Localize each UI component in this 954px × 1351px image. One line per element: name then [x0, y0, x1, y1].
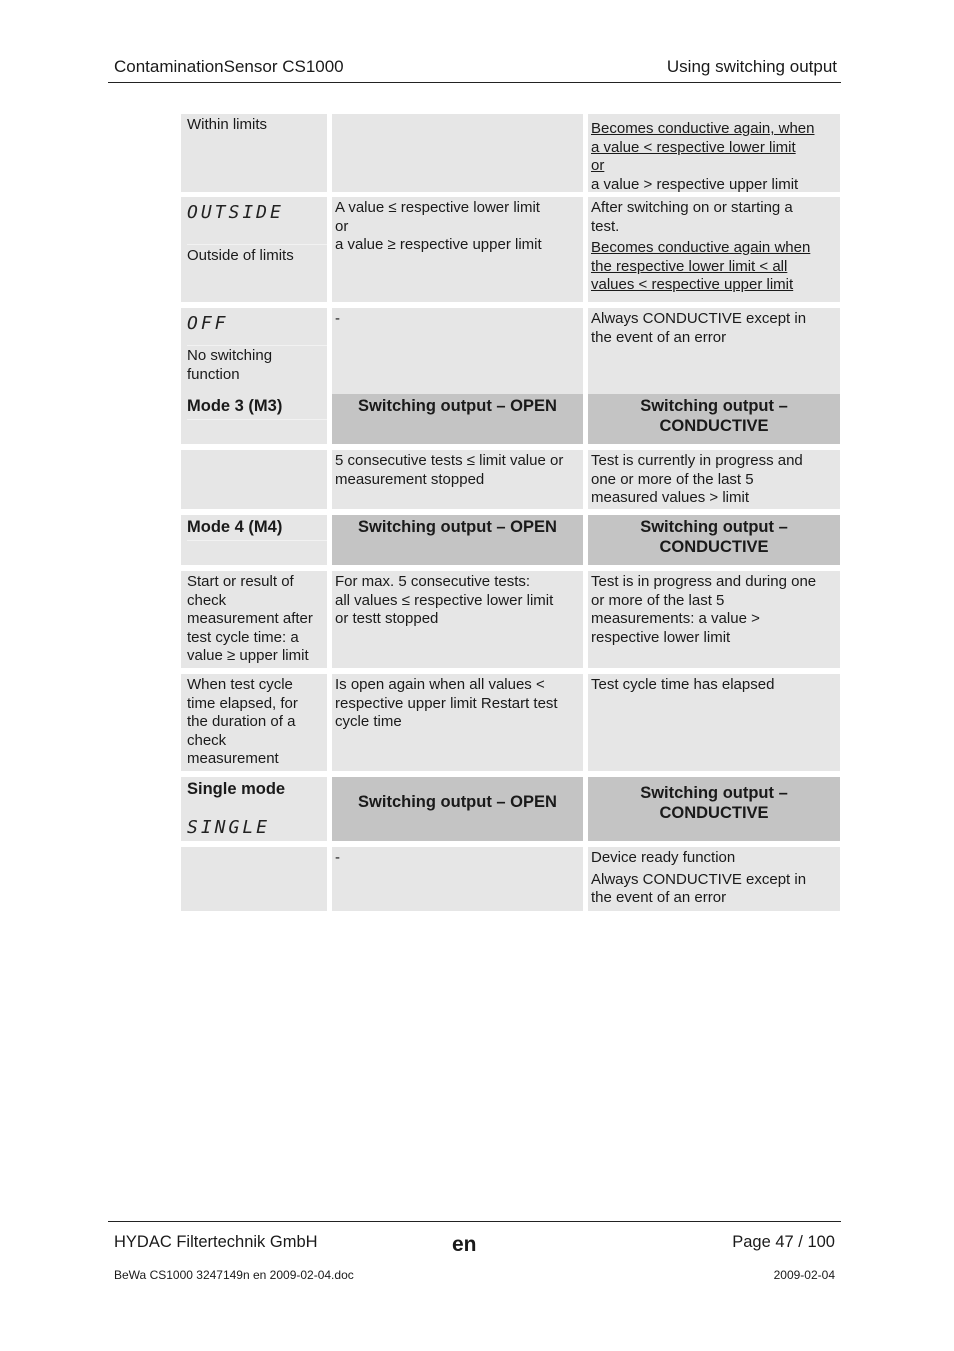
doc-header-title: ContaminationSensor CS1000 [114, 57, 344, 76]
cell-mode4a-conductive: Test is in progress and during one or more of the last 5 measurements: a value > respective lower limit [588, 571, 840, 668]
cell-within-conductive: Becomes conductive again, when a value < respective lower limit or a value > respective upper limit [588, 114, 840, 192]
footer-page-number: Page 47 / 100 [732, 1233, 835, 1251]
cell-mode4b-open: Is open again when all values < respective upper limit Restart test cycle time [332, 674, 583, 771]
cell-single-open: - [332, 847, 583, 911]
mode3-label: Mode 3 (M3) [181, 394, 327, 444]
lcd-display-single: SINGLE [187, 817, 271, 838]
footer-doc-name: BeWa CS1000 3247149n en 2009-02-04.doc [114, 1268, 354, 1282]
mode4-label: Mode 4 (M4) [181, 515, 327, 565]
cell-outside-label: OUTSIDE Outside of limits [181, 197, 327, 302]
cell-outside-conductive: After switching on or starting a test. Becomes conductive again when the respective lower limit < all values < respective upper limit [588, 197, 840, 302]
cell-mode4b-label: When test cycle time elapsed, for the duration of a check measurement [181, 674, 327, 771]
mode4-open-header: Switching output – OPEN [332, 515, 583, 565]
cell-mode3-label [181, 450, 327, 509]
cell-within-open [332, 114, 583, 192]
cell-off-conductive: Always CONDUCTIVE except in the event of an error [588, 308, 840, 394]
lcd-display-outside: OUTSIDE [187, 202, 284, 223]
lcd-display-off: OFF [187, 313, 229, 334]
doc-header-section: Using switching output [666, 57, 837, 76]
cell-single-conductive: Device ready function Always CONDUCTIVE except in the event of an error [588, 847, 840, 911]
cell-mode4a-open: For max. 5 consecutive tests: all values ≤ respective lower limit or testt stopped [332, 571, 583, 668]
footer-date: 2009-02-04 [773, 1268, 835, 1282]
cell-mode3-open: 5 consecutive tests ≤ limit value or measurement stopped [332, 450, 583, 509]
cell-mode3-conductive: Test is currently in progress and one or more of the last 5 measured values > limit [588, 450, 840, 509]
single-mode-label: Single mode SINGLE [181, 777, 327, 841]
mode3-conductive-header: Switching output – CONDUCTIVE [588, 394, 840, 444]
cell-off-open: - [332, 308, 583, 394]
cell-outside-open: A value ≤ respective lower limit or a value ≥ respective upper limit [332, 197, 583, 302]
footer-rule [108, 1221, 841, 1222]
single-open-header: Switching output – OPEN [332, 777, 583, 841]
header-rule [108, 82, 841, 83]
cell-off-label: OFF No switching function [181, 308, 327, 394]
mode3-open-header: Switching output – OPEN [332, 394, 583, 444]
cell-single-label [181, 847, 327, 911]
footer-company: HYDAC Filtertechnik GmbH [114, 1233, 318, 1251]
cell-mode4a-label: Start or result of check measurement after test cycle time: a value ≥ upper limit [181, 571, 327, 668]
cell-within-label: Within limits [181, 114, 327, 192]
footer-language: en [452, 1233, 477, 1256]
single-conductive-header: Switching output – CONDUCTIVE [588, 777, 840, 841]
mode4-conductive-header: Switching output – CONDUCTIVE [588, 515, 840, 565]
cell-mode4b-conductive: Test cycle time has elapsed [588, 674, 840, 771]
